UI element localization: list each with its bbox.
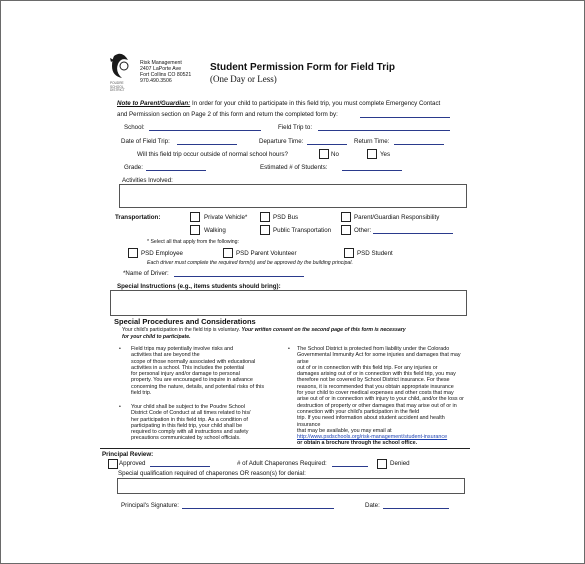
psd-parent-volunteer-checkbox[interactable] <box>223 248 233 258</box>
parent-responsibility-checkbox[interactable] <box>341 212 351 222</box>
approved-line <box>150 466 210 467</box>
select-note: * Select all that apply from the following: <box>147 239 239 245</box>
driver-name-field[interactable] <box>174 276 304 277</box>
form-subtitle: (One Day or Less) <box>210 74 277 84</box>
outside-hours-yes-checkbox[interactable] <box>367 149 377 159</box>
psd-employee-label: PSD Employee <box>141 250 183 257</box>
psd-student-checkbox[interactable] <box>344 248 354 258</box>
logo-text: POUDRE SCHOOL DISTRICT <box>110 81 125 93</box>
special-instructions-label: Special Instructions (e.g., items students should bring): <box>117 283 281 290</box>
principal-date-label: Date: <box>365 502 380 509</box>
estimated-students-field[interactable] <box>342 170 402 171</box>
approved-checkbox[interactable] <box>108 459 118 469</box>
other-transport-label: Other: <box>354 227 372 234</box>
psd-employee-checkbox[interactable] <box>128 248 138 258</box>
note-line-1: Note to Parent/Guardian: In order for your child to participate in this field trip, you must complete Emergency Contact <box>117 100 441 107</box>
transportation-label: Transportation: <box>115 214 161 221</box>
qualification-box[interactable] <box>117 478 465 494</box>
right-paragraph: The School District is protected from liability under the Colorado Governmental Immunity Act for some injuries and damages that may arise out of or in connection with this field trip. For any injuries or damages arising out of or in connection with this field trip, you may therefore not be covered by School District insurance. For these reasons, it is recommended that you obtain appropriate insurance for your child to cover medical expenses and other costs that may arise out of or in connection with injury to your child, and/or the loss or destruction of property or other damages that may arise out of or in connection with your child's participation in the field trip. If you need information about student accident and health insurance that may be available, you may email at http://www.psdschools.org/risk-management/student-insurance or obtain a brochure through the school office. <box>297 346 469 447</box>
principal-review-heading: Principal Review: <box>102 451 154 458</box>
activities-box[interactable] <box>119 184 467 208</box>
walking-checkbox[interactable] <box>190 225 200 235</box>
return-time-field[interactable] <box>394 144 444 145</box>
right-bullet: • <box>288 346 290 352</box>
left-bullet-2: • <box>119 404 121 410</box>
procedures-intro-2: for your child to participate. <box>122 334 191 340</box>
procedures-heading: Special Procedures and Considerations <box>114 317 256 326</box>
outside-hours-question: Will this field trip occur outside of normal school hours? <box>137 151 288 158</box>
psd-bus-checkbox[interactable] <box>260 212 270 222</box>
psd-bus-label: PSD Bus <box>273 214 299 221</box>
qualification-label: Special qualification required of chaperones OR reason(s) for denial: <box>118 470 306 477</box>
activities-label: Activities Involved: <box>122 177 173 184</box>
chaperones-field[interactable] <box>332 466 368 467</box>
principal-date-field[interactable] <box>383 508 449 509</box>
walking-label: Walking <box>204 227 226 234</box>
driver-note: Each driver must complete the required form(s) and be approved by the building principal. <box>147 260 353 266</box>
grade-field[interactable] <box>146 170 206 171</box>
estimated-students-label: Estimated # of Students: <box>260 164 328 171</box>
outside-hours-no-label: No <box>331 151 339 158</box>
driver-name-label: *Name of Driver: <box>123 270 169 277</box>
return-by-field[interactable] <box>360 117 450 118</box>
form-title: Student Permission Form for Field Trip <box>210 62 396 73</box>
psd-student-label: PSD Student <box>357 250 393 257</box>
field-trip-to-field[interactable] <box>318 130 450 131</box>
departure-time-label: Departure Time: <box>259 138 304 145</box>
principal-signature-field[interactable] <box>182 508 334 509</box>
left-paragraph-1: Field trips may potentially involve risks and activities that are beyond the scope of those normally associated with educational activities in a school. This includes the potential for personal injury and/or damage to personal property. You are encouraged to inquire in advance concerning the nature, details, and potential risks of this field trip. <box>131 346 265 397</box>
other-transport-checkbox[interactable] <box>341 225 351 235</box>
school-field[interactable] <box>149 130 261 131</box>
denied-label: Denied <box>390 460 410 467</box>
parent-responsibility-label: Parent/Guardian Responsibility <box>354 214 440 221</box>
address-block: Risk Management 2407 LaPorte Ave Fort Collins CO 80521 970.490.3506 <box>140 60 192 84</box>
approved-label: Approved <box>119 460 146 467</box>
chaperones-label: # of Adult Chaperones Required: <box>237 460 327 467</box>
left-paragraph-2: Your child shall be subject to the Poudre School District Code of Conduct at all times related to his/ her participation in this field trip. As a condition of participating in this field trip, your child shall be required to comply with all instructions and safety precautions communicated by school officials. <box>131 404 251 442</box>
school-label: School: <box>124 124 145 131</box>
departure-time-field[interactable] <box>307 144 347 145</box>
note-line-2: and Permission section on Page 2 of this form and return the completed form by: <box>117 111 338 118</box>
field-trip-to-label: Field Trip to: <box>278 124 313 131</box>
note-label: Note to Parent/Guardian: <box>117 100 191 107</box>
special-instructions-box[interactable] <box>110 290 467 316</box>
principal-divider <box>100 448 470 449</box>
public-transportation-label: Public Transportation <box>273 227 332 234</box>
psd-parent-volunteer-label: PSD Parent Volunteer <box>236 250 297 257</box>
outside-hours-no-checkbox[interactable] <box>319 149 329 159</box>
date-of-trip-field[interactable] <box>177 144 237 145</box>
public-transportation-checkbox[interactable] <box>260 225 270 235</box>
private-vehicle-label: Private Vehicle* <box>204 214 248 221</box>
procedures-intro-1: Your child's participation in the field trip is voluntary. Your written consent on the second page of this form is necessary <box>122 327 406 333</box>
return-time-label: Return Time: <box>354 138 390 145</box>
left-bullet-1: • <box>119 346 121 352</box>
other-transport-field[interactable] <box>373 233 453 234</box>
outside-hours-yes-label: Yes <box>380 151 391 158</box>
date-of-trip-label: Date of Field Trip: <box>121 138 170 145</box>
insurance-link[interactable]: http://www.psdschools.org/risk-management/student-insurance <box>297 434 448 441</box>
grade-label: Grade: <box>124 164 143 171</box>
principal-signature-label: Principal's Signature: <box>121 502 179 509</box>
private-vehicle-checkbox[interactable] <box>190 212 200 222</box>
denied-checkbox[interactable] <box>377 459 387 469</box>
